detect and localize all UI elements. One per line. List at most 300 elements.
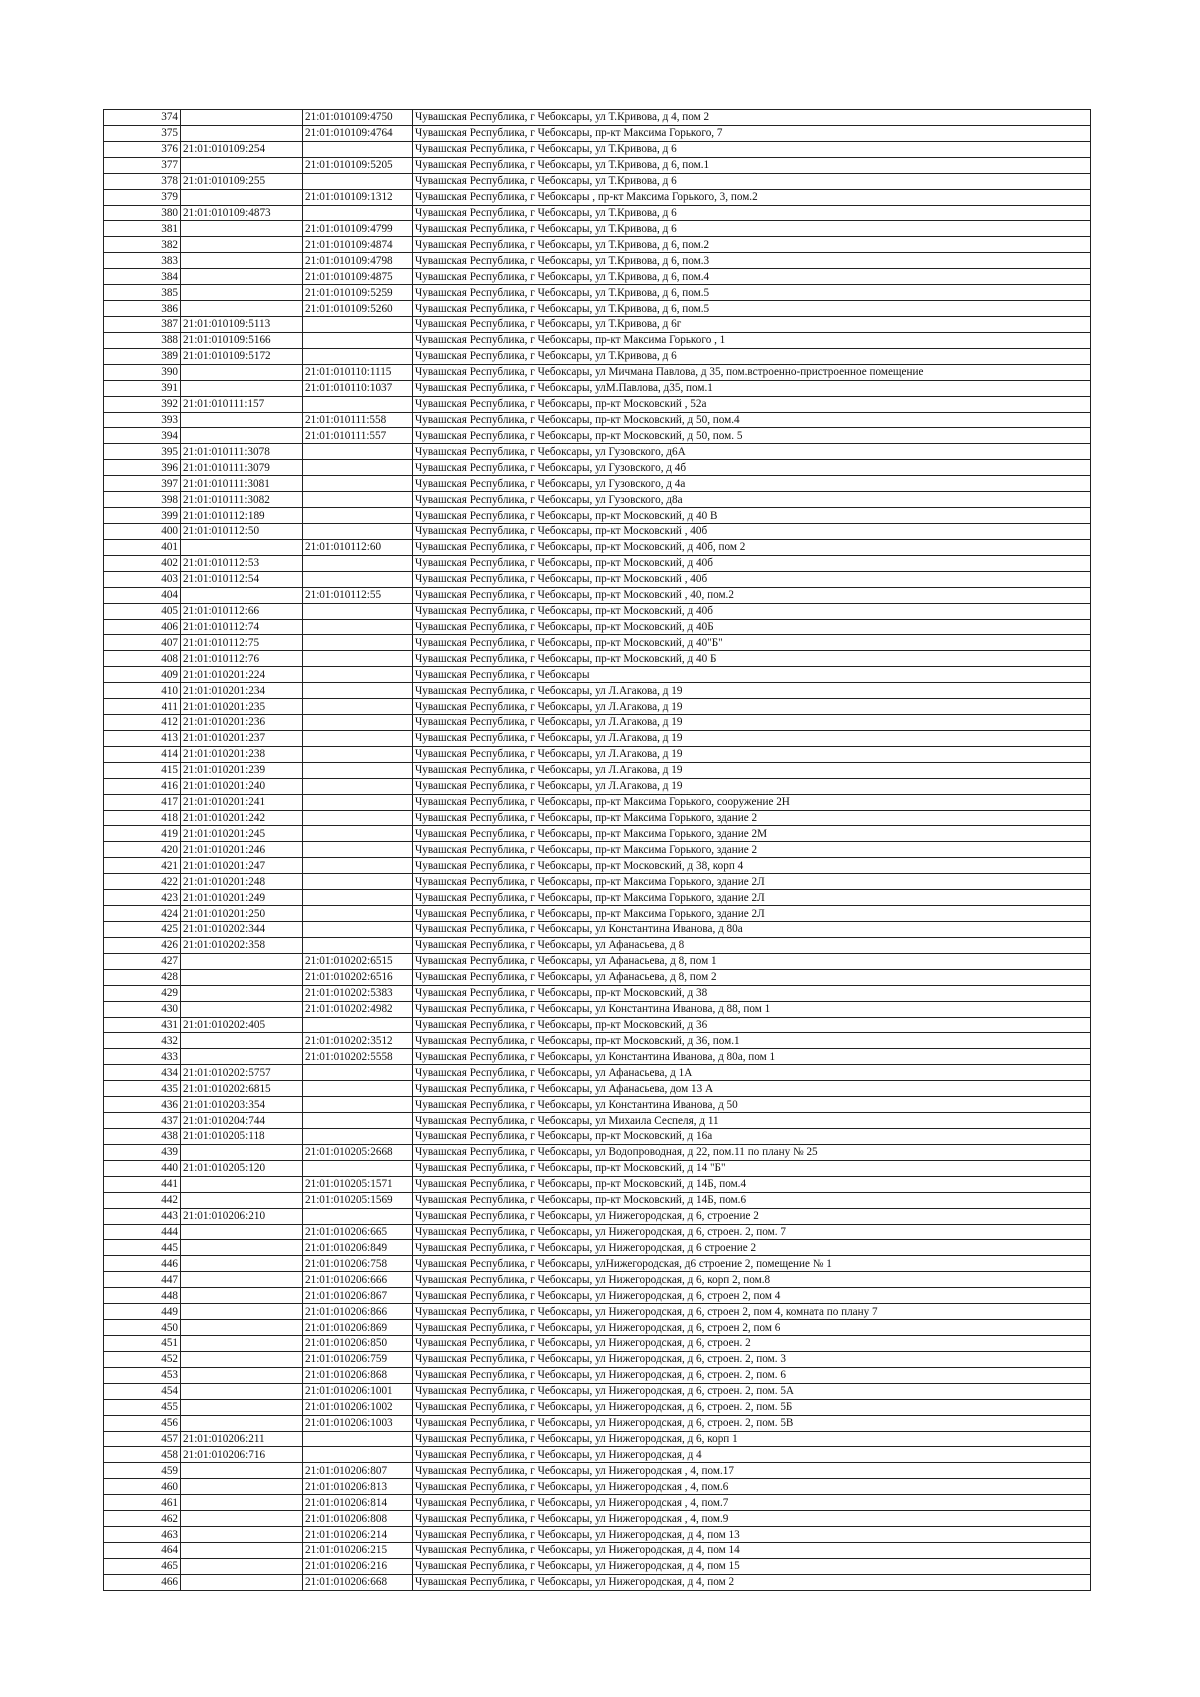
table-row: [104, 1320, 1091, 1336]
building-cadastral-cell: [181, 428, 303, 444]
table-row: [104, 1415, 1091, 1431]
premises-cadastral-cell: [303, 1208, 413, 1224]
address-cell: Чувашская Республика, г Чебоксары, ул Нижегородская , 4, пом.17: [413, 1463, 1091, 1479]
building-cadastral-cell: 21:01:010109:5113: [181, 316, 303, 332]
building-cadastral-cell: 21:01:010201:240: [181, 778, 303, 794]
table-row: [104, 1288, 1091, 1304]
table-row: [104, 110, 1091, 126]
table-row: [104, 1399, 1091, 1415]
address-cell: Чувашская Республика, г Чебоксары, ул Л.Агакова, д 19: [413, 746, 1091, 762]
row-number-cell: 405: [104, 603, 181, 619]
table-row: [104, 157, 1091, 173]
address-cell: Чувашская Республика, г Чебоксары, ул Нижегородская, д 4, пом 13: [413, 1527, 1091, 1543]
premises-cadastral-cell: [303, 778, 413, 794]
building-cadastral-cell: 21:01:010109:254: [181, 141, 303, 157]
premises-cadastral-cell: 21:01:010206:850: [303, 1335, 413, 1351]
building-cadastral-cell: 21:01:010202:6815: [181, 1081, 303, 1097]
table-row: [104, 1129, 1091, 1145]
table-row: [104, 635, 1091, 651]
address-cell: Чувашская Республика, г Чебоксары, ул Нижегородская, д 6, строен. 2, пом. 7: [413, 1224, 1091, 1240]
address-cell: Чувашская Республика, г Чебоксары, ул Л.Агакова, д 19: [413, 778, 1091, 794]
building-cadastral-cell: [181, 1495, 303, 1511]
address-cell: Чувашская Республика, г Чебоксары, ул Л.Агакова, д 19: [413, 699, 1091, 715]
building-cadastral-cell: 21:01:010111:157: [181, 396, 303, 412]
premises-cadastral-cell: 21:01:010206:849: [303, 1240, 413, 1256]
table-row: [104, 969, 1091, 985]
premises-cadastral-cell: [303, 762, 413, 778]
address-cell: Чувашская Республика, г Чебоксары, пр-кт Максима Горького, 7: [413, 125, 1091, 141]
building-cadastral-cell: [181, 1176, 303, 1192]
premises-cadastral-cell: 21:01:010206:758: [303, 1256, 413, 1272]
address-cell: Чувашская Республика, г Чебоксары, ул Нижегородская, д 4: [413, 1447, 1091, 1463]
building-cadastral-cell: [181, 1033, 303, 1049]
table-row: [104, 1224, 1091, 1240]
row-number-cell: 382: [104, 237, 181, 253]
premises-cadastral-cell: 21:01:010206:216: [303, 1558, 413, 1574]
address-cell: Чувашская Республика, г Чебоксары, ул Нижегородская, д 6, строен 2, пом 6: [413, 1320, 1091, 1336]
table-row: [104, 667, 1091, 683]
row-number-cell: 450: [104, 1320, 181, 1336]
address-cell: Чувашская Республика, г Чебоксары, пр-кт Московский, д 36: [413, 1017, 1091, 1033]
premises-cadastral-cell: 21:01:010202:5383: [303, 985, 413, 1001]
row-number-cell: 438: [104, 1129, 181, 1145]
row-number-cell: 435: [104, 1081, 181, 1097]
row-number-cell: 395: [104, 444, 181, 460]
row-number-cell: 410: [104, 683, 181, 699]
premises-cadastral-cell: 21:01:010202:5558: [303, 1049, 413, 1065]
building-cadastral-cell: 21:01:010206:210: [181, 1208, 303, 1224]
table-row: [104, 523, 1091, 539]
row-number-cell: 420: [104, 842, 181, 858]
address-cell: Чувашская Республика, г Чебоксары, пр-кт Московский, д 40Б: [413, 619, 1091, 635]
building-cadastral-cell: [181, 237, 303, 253]
row-number-cell: 433: [104, 1049, 181, 1065]
building-cadastral-cell: 21:01:010112:74: [181, 619, 303, 635]
building-cadastral-cell: [181, 1144, 303, 1160]
row-number-cell: 389: [104, 348, 181, 364]
row-number-cell: 390: [104, 364, 181, 380]
premises-cadastral-cell: 21:01:010109:4799: [303, 221, 413, 237]
building-cadastral-cell: [181, 189, 303, 205]
address-cell: Чувашская Республика, г Чебоксары, ул Константина Иванова, д 80а, пом 1: [413, 1049, 1091, 1065]
row-number-cell: 447: [104, 1272, 181, 1288]
row-number-cell: 455: [104, 1399, 181, 1415]
premises-cadastral-cell: 21:01:010206:866: [303, 1304, 413, 1320]
building-cadastral-cell: 21:01:010201:241: [181, 794, 303, 810]
premises-cadastral-cell: 21:01:010206:869: [303, 1320, 413, 1336]
address-cell: Чувашская Республика, г Чебоксары, пр-кт Московский, д 50, пом. 5: [413, 428, 1091, 444]
building-cadastral-cell: 21:01:010201:237: [181, 730, 303, 746]
row-number-cell: 377: [104, 157, 181, 173]
row-number-cell: 403: [104, 571, 181, 587]
building-cadastral-cell: [181, 953, 303, 969]
row-number-cell: 374: [104, 110, 181, 126]
address-cell: Чувашская Республика, г Чебоксары, ул Т.Кривова, д 6: [413, 141, 1091, 157]
row-number-cell: 411: [104, 699, 181, 715]
building-cadastral-cell: 21:01:010201:242: [181, 810, 303, 826]
table-row: [104, 1574, 1091, 1590]
premises-cadastral-cell: 21:01:010110:1115: [303, 364, 413, 380]
table-row: [104, 858, 1091, 874]
row-number-cell: 437: [104, 1113, 181, 1129]
table-row: [104, 826, 1091, 842]
address-cell: Чувашская Республика, г Чебоксары, ул Гузовского, д 4б: [413, 460, 1091, 476]
address-cell: Чувашская Республика, г Чебоксары, пр-кт Максима Горького, здание 2Л: [413, 890, 1091, 906]
row-number-cell: 381: [104, 221, 181, 237]
premises-cadastral-cell: 21:01:010206:759: [303, 1351, 413, 1367]
table-row: [104, 412, 1091, 428]
building-cadastral-cell: 21:01:010202:344: [181, 922, 303, 938]
table-row: [104, 730, 1091, 746]
premises-cadastral-cell: [303, 444, 413, 460]
premises-cadastral-cell: [303, 492, 413, 508]
premises-cadastral-cell: [303, 1081, 413, 1097]
address-cell: Чувашская Республика, г Чебоксары, ул Т.Кривова, д 6: [413, 205, 1091, 221]
building-cadastral-cell: [181, 587, 303, 603]
premises-cadastral-cell: 21:01:010206:668: [303, 1574, 413, 1590]
premises-cadastral-cell: [303, 173, 413, 189]
premises-cadastral-cell: 21:01:010109:5260: [303, 301, 413, 317]
building-cadastral-cell: 21:01:010201:246: [181, 842, 303, 858]
row-number-cell: 412: [104, 715, 181, 731]
premises-cadastral-cell: 21:01:010206:215: [303, 1542, 413, 1558]
row-number-cell: 376: [104, 141, 181, 157]
table-row: [104, 1351, 1091, 1367]
row-number-cell: 406: [104, 619, 181, 635]
address-cell: Чувашская Республика, г Чебоксары, ул Афанасьева, дом 13 А: [413, 1081, 1091, 1097]
table-row: [104, 253, 1091, 269]
table-row: [104, 651, 1091, 667]
address-cell: Чувашская Республика, г Чебоксары, ул Т.Кривова, д 6: [413, 221, 1091, 237]
row-number-cell: 439: [104, 1144, 181, 1160]
row-number-cell: 442: [104, 1192, 181, 1208]
address-cell: Чувашская Республика, г Чебоксары, ул Афанасьева, д 1А: [413, 1065, 1091, 1081]
row-number-cell: 429: [104, 985, 181, 1001]
table-row: [104, 1479, 1091, 1495]
building-cadastral-cell: 21:01:010112:75: [181, 635, 303, 651]
table-row: [104, 1542, 1091, 1558]
address-cell: Чувашская Республика, г Чебоксары, пр-кт Максима Горького, здание 2: [413, 810, 1091, 826]
table-row: [104, 1495, 1091, 1511]
premises-cadastral-cell: [303, 842, 413, 858]
row-number-cell: 383: [104, 253, 181, 269]
building-cadastral-cell: [181, 253, 303, 269]
address-cell: Чувашская Республика, г Чебоксары, пр-кт Московский, д 36, пом.1: [413, 1033, 1091, 1049]
row-number-cell: 466: [104, 1574, 181, 1590]
premises-cadastral-cell: 21:01:010206:868: [303, 1367, 413, 1383]
address-cell: Чувашская Республика, г Чебоксары, ул Т.Кривова, д 6, пом.5: [413, 301, 1091, 317]
building-cadastral-cell: 21:01:010112:54: [181, 571, 303, 587]
premises-cadastral-cell: 21:01:010206:813: [303, 1479, 413, 1495]
premises-cadastral-cell: [303, 1129, 413, 1145]
premises-cadastral-cell: [303, 746, 413, 762]
address-cell: Чувашская Республика, г Чебоксары, пр-кт Московский, д 38, корп 4: [413, 858, 1091, 874]
table-row: [104, 1049, 1091, 1065]
address-cell: Чувашская Республика, г Чебоксары, ул Михаила Сеспеля, д 11: [413, 1113, 1091, 1129]
premises-cadastral-cell: 21:01:010109:5259: [303, 285, 413, 301]
row-number-cell: 463: [104, 1527, 181, 1543]
address-cell: Чувашская Республика, г Чебоксары, пр-кт Московский , 52а: [413, 396, 1091, 412]
building-cadastral-cell: [181, 125, 303, 141]
premises-cadastral-cell: [303, 1065, 413, 1081]
row-number-cell: 415: [104, 762, 181, 778]
building-cadastral-cell: 21:01:010109:5172: [181, 348, 303, 364]
address-cell: Чувашская Республика, г Чебоксары, пр-кт Московский, д 50, пом.4: [413, 412, 1091, 428]
address-cell: Чувашская Республика, г Чебоксары, пр-кт Московский, д 40б: [413, 555, 1091, 571]
premises-cadastral-cell: [303, 460, 413, 476]
building-cadastral-cell: [181, 1542, 303, 1558]
table-row: [104, 1335, 1091, 1351]
premises-cadastral-cell: [303, 348, 413, 364]
row-number-cell: 413: [104, 730, 181, 746]
building-cadastral-cell: [181, 1367, 303, 1383]
row-number-cell: 448: [104, 1288, 181, 1304]
table-row: [104, 953, 1091, 969]
building-cadastral-cell: [181, 1335, 303, 1351]
premises-cadastral-cell: [303, 205, 413, 221]
premises-cadastral-cell: [303, 1431, 413, 1447]
building-cadastral-cell: 21:01:010201:224: [181, 667, 303, 683]
row-number-cell: 392: [104, 396, 181, 412]
premises-cadastral-cell: 21:01:010206:666: [303, 1272, 413, 1288]
building-cadastral-cell: [181, 1304, 303, 1320]
building-cadastral-cell: [181, 301, 303, 317]
table-row: [104, 237, 1091, 253]
table-row: [104, 539, 1091, 555]
premises-cadastral-cell: [303, 699, 413, 715]
address-cell: Чувашская Республика, г Чебоксары, ул Нижегородская, д 6, корп 1: [413, 1431, 1091, 1447]
table-row: [104, 189, 1091, 205]
table-row: [104, 1192, 1091, 1208]
building-cadastral-cell: 21:01:010201:235: [181, 699, 303, 715]
building-cadastral-cell: 21:01:010112:50: [181, 523, 303, 539]
building-cadastral-cell: 21:01:010201:247: [181, 858, 303, 874]
address-cell: Чувашская Республика, г Чебоксары, пр-кт Московский, д 16а: [413, 1129, 1091, 1145]
building-cadastral-cell: 21:01:010203:354: [181, 1097, 303, 1113]
building-cadastral-cell: 21:01:010109:4873: [181, 205, 303, 221]
table-row: [104, 1065, 1091, 1081]
building-cadastral-cell: [181, 1479, 303, 1495]
premises-cadastral-cell: 21:01:010206:665: [303, 1224, 413, 1240]
row-number-cell: 428: [104, 969, 181, 985]
row-number-cell: 393: [104, 412, 181, 428]
row-number-cell: 427: [104, 953, 181, 969]
address-cell: Чувашская Республика, г Чебоксары, пр-кт Максима Горького, здание 2М: [413, 826, 1091, 842]
table-row: [104, 1527, 1091, 1543]
building-cadastral-cell: [181, 1272, 303, 1288]
row-number-cell: 454: [104, 1383, 181, 1399]
building-cadastral-cell: [181, 1415, 303, 1431]
row-number-cell: 386: [104, 301, 181, 317]
table-row: [104, 1367, 1091, 1383]
premises-cadastral-cell: [303, 571, 413, 587]
address-cell: Чувашская Республика, г Чебоксары, пр-кт Московский, д 40"Б": [413, 635, 1091, 651]
building-cadastral-cell: 21:01:010202:5757: [181, 1065, 303, 1081]
address-cell: Чувашская Республика, г Чебоксары, ул Нижегородская, д 4, пом 14: [413, 1542, 1091, 1558]
row-number-cell: 384: [104, 269, 181, 285]
table-row: [104, 778, 1091, 794]
building-cadastral-cell: [181, 1224, 303, 1240]
row-number-cell: 459: [104, 1463, 181, 1479]
row-number-cell: 379: [104, 189, 181, 205]
table-row: [104, 1240, 1091, 1256]
building-cadastral-cell: 21:01:010201:234: [181, 683, 303, 699]
table-row: [104, 746, 1091, 762]
premises-cadastral-cell: [303, 1113, 413, 1129]
premises-cadastral-cell: [303, 874, 413, 890]
address-cell: Чувашская Республика, г Чебоксары, пр-кт Максима Горького, сооружение 2Н: [413, 794, 1091, 810]
row-number-cell: 391: [104, 380, 181, 396]
row-number-cell: 409: [104, 667, 181, 683]
address-cell: Чувашская Республика, г Чебоксары, пр-кт Московский, д 40б, пом 2: [413, 539, 1091, 555]
building-cadastral-cell: [181, 985, 303, 1001]
premises-cadastral-cell: 21:01:010206:1003: [303, 1415, 413, 1431]
premises-cadastral-cell: [303, 396, 413, 412]
premises-cadastral-cell: 21:01:010205:2668: [303, 1144, 413, 1160]
registry-table-body: [104, 110, 1091, 1591]
address-cell: Чувашская Республика, г Чебоксары, ул Нижегородская , 4, пом.9: [413, 1511, 1091, 1527]
table-row: [104, 1033, 1091, 1049]
building-cadastral-cell: [181, 1256, 303, 1272]
address-cell: Чувашская Республика, г Чебоксары, пр-кт Московский , 40, пом.2: [413, 587, 1091, 603]
address-cell: Чувашская Республика, г Чебоксары, ул Т.Кривова, д 6, пом.5: [413, 285, 1091, 301]
row-number-cell: 407: [104, 635, 181, 651]
premises-cadastral-cell: 21:01:010206:1002: [303, 1399, 413, 1415]
address-cell: Чувашская Республика, г Чебоксары, ул Т.Кривова, д 6г: [413, 316, 1091, 332]
row-number-cell: 380: [104, 205, 181, 221]
building-cadastral-cell: [181, 1288, 303, 1304]
table-row: [104, 396, 1091, 412]
row-number-cell: 396: [104, 460, 181, 476]
building-cadastral-cell: [181, 1383, 303, 1399]
table-row: [104, 1081, 1091, 1097]
row-number-cell: 431: [104, 1017, 181, 1033]
address-cell: Чувашская Республика, г Чебоксары, ул Константина Иванова, д 88, пом 1: [413, 1001, 1091, 1017]
row-number-cell: 436: [104, 1097, 181, 1113]
premises-cadastral-cell: [303, 730, 413, 746]
address-cell: Чувашская Республика, г Чебоксары, ул Нижегородская, д 6, строение 2: [413, 1208, 1091, 1224]
table-row: [104, 810, 1091, 826]
address-cell: Чувашская Республика, г Чебоксары, ул Л.Агакова, д 19: [413, 683, 1091, 699]
building-cadastral-cell: [181, 380, 303, 396]
premises-cadastral-cell: [303, 332, 413, 348]
address-cell: Чувашская Республика, г Чебоксары, ул Нижегородская, д 4, пом 15: [413, 1558, 1091, 1574]
address-cell: Чувашская Республика, г Чебоксары, улМ.Павлова, д35, пом.1: [413, 380, 1091, 396]
building-cadastral-cell: 21:01:010111:3081: [181, 476, 303, 492]
address-cell: Чувашская Республика, г Чебоксары, пр-кт Московский, д 38: [413, 985, 1091, 1001]
building-cadastral-cell: [181, 1192, 303, 1208]
premises-cadastral-cell: [303, 922, 413, 938]
table-row: [104, 221, 1091, 237]
premises-cadastral-cell: [303, 508, 413, 524]
building-cadastral-cell: [181, 969, 303, 985]
premises-cadastral-cell: 21:01:010202:3512: [303, 1033, 413, 1049]
row-number-cell: 408: [104, 651, 181, 667]
row-number-cell: 456: [104, 1415, 181, 1431]
address-cell: Чувашская Республика, г Чебоксары, ул Нижегородская, д 6 строение 2: [413, 1240, 1091, 1256]
table-row: [104, 874, 1091, 890]
building-cadastral-cell: [181, 157, 303, 173]
table-row: [104, 508, 1091, 524]
row-number-cell: 445: [104, 1240, 181, 1256]
premises-cadastral-cell: 21:01:010202:4982: [303, 1001, 413, 1017]
table-row: [104, 1383, 1091, 1399]
address-cell: Чувашская Республика, г Чебоксары, ул Т.Кривова, д 6, пом.1: [413, 157, 1091, 173]
premises-cadastral-cell: [303, 906, 413, 922]
address-cell: Чувашская Республика, г Чебоксары, ул Нижегородская, д 6, строен. 2, пом. 5Б: [413, 1399, 1091, 1415]
building-cadastral-cell: 21:01:010111:3079: [181, 460, 303, 476]
row-number-cell: 426: [104, 937, 181, 953]
building-cadastral-cell: [181, 1399, 303, 1415]
premises-cadastral-cell: [303, 555, 413, 571]
premises-cadastral-cell: [303, 141, 413, 157]
address-cell: Чувашская Республика, г Чебоксары, ул Т.Кривова, д 6, пом.4: [413, 269, 1091, 285]
premises-cadastral-cell: 21:01:010206:807: [303, 1463, 413, 1479]
building-cadastral-cell: 21:01:010201:249: [181, 890, 303, 906]
address-cell: Чувашская Республика, г Чебоксары, ул Нижегородская, д 6, корп 2, пом.8: [413, 1272, 1091, 1288]
table-row: [104, 460, 1091, 476]
row-number-cell: 453: [104, 1367, 181, 1383]
building-cadastral-cell: 21:01:010112:189: [181, 508, 303, 524]
premises-cadastral-cell: 21:01:010202:6516: [303, 969, 413, 985]
address-cell: Чувашская Республика, г Чебоксары, ул Константина Иванова, д 80а: [413, 922, 1091, 938]
row-number-cell: 423: [104, 890, 181, 906]
table-row: [104, 205, 1091, 221]
address-cell: Чувашская Республика, г Чебоксары, ул Нижегородская, д 6, строен. 2, пом. 3: [413, 1351, 1091, 1367]
row-number-cell: 375: [104, 125, 181, 141]
premises-cadastral-cell: [303, 858, 413, 874]
premises-cadastral-cell: [303, 1160, 413, 1176]
table-row: [104, 1160, 1091, 1176]
table-row: [104, 364, 1091, 380]
building-cadastral-cell: [181, 269, 303, 285]
premises-cadastral-cell: 21:01:010202:6515: [303, 953, 413, 969]
address-cell: Чувашская Республика, г Чебоксары, пр-кт Максима Горького, здание 2: [413, 842, 1091, 858]
table-row: [104, 1447, 1091, 1463]
premises-cadastral-cell: 21:01:010109:4750: [303, 110, 413, 126]
premises-cadastral-cell: [303, 476, 413, 492]
row-number-cell: 451: [104, 1335, 181, 1351]
building-cadastral-cell: 21:01:010201:248: [181, 874, 303, 890]
premises-cadastral-cell: [303, 1447, 413, 1463]
building-cadastral-cell: 21:01:010206:211: [181, 1431, 303, 1447]
premises-cadastral-cell: [303, 937, 413, 953]
table-row: [104, 1431, 1091, 1447]
row-number-cell: 462: [104, 1511, 181, 1527]
table-row: [104, 492, 1091, 508]
row-number-cell: 397: [104, 476, 181, 492]
row-number-cell: 440: [104, 1160, 181, 1176]
address-cell: Чувашская Республика, г Чебоксары, ул Л.Агакова, д 19: [413, 762, 1091, 778]
row-number-cell: 414: [104, 746, 181, 762]
premises-cadastral-cell: [303, 810, 413, 826]
building-cadastral-cell: 21:01:010201:239: [181, 762, 303, 778]
row-number-cell: 388: [104, 332, 181, 348]
address-cell: Чувашская Республика, г Чебоксары, ул Л.Агакова, д 19: [413, 730, 1091, 746]
building-cadastral-cell: 21:01:010109:255: [181, 173, 303, 189]
premises-cadastral-cell: 21:01:010111:558: [303, 412, 413, 428]
building-cadastral-cell: 21:01:010201:245: [181, 826, 303, 842]
table-row: [104, 348, 1091, 364]
table-row: [104, 316, 1091, 332]
table-row: [104, 890, 1091, 906]
table-row: [104, 285, 1091, 301]
building-cadastral-cell: 21:01:010201:238: [181, 746, 303, 762]
row-number-cell: 452: [104, 1351, 181, 1367]
premises-cadastral-cell: [303, 890, 413, 906]
table-row: [104, 476, 1091, 492]
row-number-cell: 399: [104, 508, 181, 524]
